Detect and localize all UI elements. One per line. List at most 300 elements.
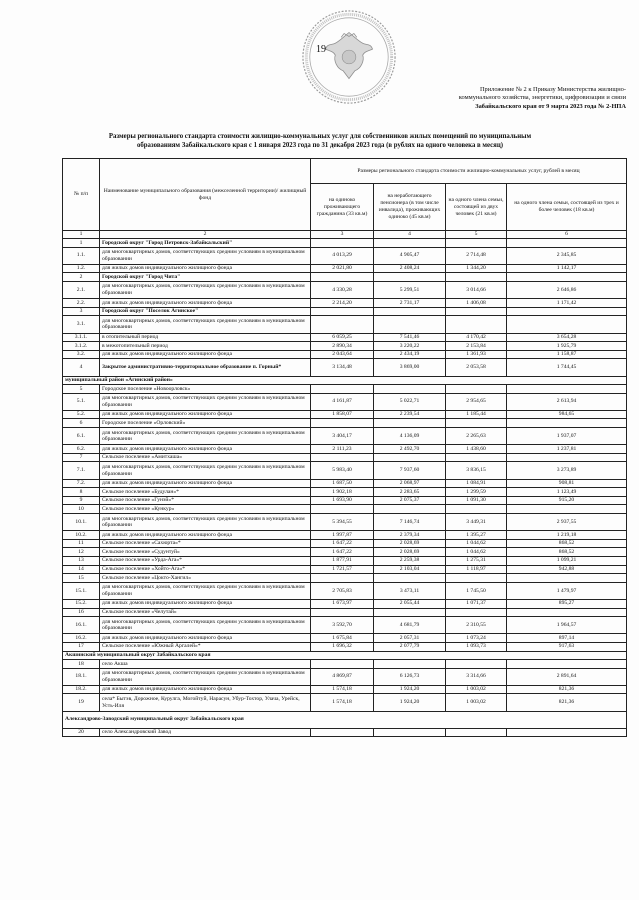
cost-value: 1 647,22: [311, 548, 374, 557]
cost-value: 4 161,87: [311, 393, 374, 410]
cost-value: 2 057,31: [374, 634, 446, 643]
standard-cost-table: [62, 158, 627, 737]
cost-value: [311, 307, 374, 316]
cost-value: 2 055,44: [374, 599, 446, 608]
table-row: [63, 728, 627, 737]
cost-value: [446, 316, 507, 333]
cost-value: 1 003,02: [446, 685, 507, 694]
table-row: [63, 281, 627, 298]
table-row: [63, 514, 627, 531]
column-number: 1: [63, 231, 100, 239]
cost-value: 1 003,02: [446, 694, 507, 711]
section-heading: Александрово-Заводский муниципальный округ Забайкальского края: [63, 711, 627, 728]
cost-value: 2 731,17: [374, 299, 446, 308]
row-number: 3.1.: [63, 316, 100, 333]
cost-value: [446, 239, 507, 248]
table-row: [63, 453, 627, 462]
cost-value: 1 902,18: [311, 488, 374, 497]
row-name: для жилых домов индивидуального жилищного фонда: [100, 599, 311, 608]
table-row: [63, 307, 627, 316]
cost-value: 2 259,38: [374, 556, 446, 565]
cost-value: [311, 608, 374, 617]
cost-value: [507, 574, 627, 583]
cost-value: 895,27: [507, 599, 627, 608]
row-number: 20: [63, 728, 100, 737]
row-number: 15.1.: [63, 582, 100, 599]
cost-value: 1 877,91: [311, 556, 374, 565]
cost-value: 1 123,49: [507, 488, 627, 497]
cost-value: 3 404,17: [311, 428, 374, 445]
row-name: для многоквартирных домов, соответствующих средним условиям в муниципальном образовании: [100, 514, 311, 531]
cost-value: 6 126,73: [374, 668, 446, 685]
cost-value: 4 136,09: [374, 428, 446, 445]
cost-value: 3 220,22: [374, 342, 446, 351]
row-number: 3: [63, 307, 100, 316]
row-number: 18.2.: [63, 685, 100, 694]
cost-value: 1 696,32: [311, 642, 374, 651]
cost-value: 1 406,08: [446, 299, 507, 308]
cost-value: 2 646,86: [507, 281, 627, 298]
cost-value: 1 647,22: [311, 539, 374, 548]
appendix-order-ref: Забайкальского края от 9 марта 2023 года № 2-НПА: [475, 102, 626, 110]
row-name: для жилых домов индивидуального жилищного фонда: [100, 264, 311, 273]
cost-value: 3 273,89: [507, 462, 627, 479]
cost-value: 1 044,62: [446, 548, 507, 557]
cost-value: 1 687,50: [311, 479, 374, 488]
row-name: Закрытое административно-территориальное образование п. Горный*: [100, 359, 311, 376]
appendix-line: коммунального хозяйства, энергетики, цифровизации и связи: [458, 94, 626, 102]
cost-value: 1 275,31: [446, 556, 507, 565]
appendix-header: [388, 86, 626, 111]
cost-value: 821,36: [507, 685, 627, 694]
row-name: Сельское поселение «Челутай»: [100, 608, 311, 617]
row-number: 15: [63, 574, 100, 583]
cost-value: 2 068,97: [374, 479, 446, 488]
cost-value: 2 379,34: [374, 531, 446, 540]
cost-value: 2 408,24: [374, 264, 446, 273]
cost-value: 1 858,07: [311, 410, 374, 419]
row-number: 1.2.: [63, 264, 100, 273]
header-col5: на одного члена семьи, состоящей из двух человек (21 кв.м): [446, 184, 507, 231]
table-row: [63, 599, 627, 608]
row-number: 11: [63, 539, 100, 548]
cost-value: 1 479,97: [507, 582, 627, 599]
cost-value: [311, 660, 374, 669]
cost-value: 984,65: [507, 410, 627, 419]
table-row: [63, 548, 627, 557]
cost-value: 1 924,20: [374, 685, 446, 694]
cost-value: [507, 385, 627, 394]
section-heading-row: [63, 711, 627, 728]
row-name: Сельское поселение «Урда-Ага»*: [100, 556, 311, 565]
cost-value: 7 937,60: [374, 462, 446, 479]
row-number: 10.2.: [63, 531, 100, 540]
column-number: 5: [446, 231, 507, 239]
cost-value: 1 044,62: [446, 539, 507, 548]
cost-value: 2 053,58: [446, 359, 507, 376]
cost-value: [507, 419, 627, 428]
table-row: [63, 531, 627, 540]
cost-value: 4 013,29: [311, 247, 374, 264]
row-name: Сельское поселение «Судунтуй»: [100, 548, 311, 557]
header-num: № п/п: [63, 159, 100, 231]
row-name: для жилых домов индивидуального жилищного фонда: [100, 445, 311, 454]
cost-value: 2 345,85: [507, 247, 627, 264]
row-name: Сельское поселение «Сахюрта»*: [100, 539, 311, 548]
row-number: 18: [63, 660, 100, 669]
table-row: [63, 316, 627, 333]
cost-value: [507, 728, 627, 737]
row-number: 3.1.2.: [63, 342, 100, 351]
title-line: образованиям Забайкальского края с 1 января 2023 года по 31 декабря 2023 года (в рублях на одного человека в месяц): [136, 142, 504, 149]
cost-value: 3 473,11: [374, 582, 446, 599]
row-name: Сельское поселение «Будулан»*: [100, 488, 311, 497]
row-number: 1.1.: [63, 247, 100, 264]
row-name: для жилых домов индивидуального жилищного фонда: [100, 531, 311, 540]
cost-value: 7 541,46: [374, 333, 446, 342]
table-row: [63, 419, 627, 428]
table-row: [63, 239, 627, 248]
cost-value: [507, 316, 627, 333]
row-number: 3.2.: [63, 350, 100, 359]
cost-value: [507, 608, 627, 617]
cost-value: [446, 574, 507, 583]
table-row: [63, 333, 627, 342]
table-row: [63, 668, 627, 685]
cost-value: [311, 419, 374, 428]
cost-value: 915,20: [507, 496, 627, 505]
row-number: 19: [63, 694, 100, 711]
cost-value: 1 745,50: [446, 582, 507, 599]
cost-value: 6 059,25: [311, 333, 374, 342]
row-name: Сельское поселение «Цокто-Хангил»: [100, 574, 311, 583]
cost-value: 2 283,65: [374, 488, 446, 497]
cost-value: 1 693,90: [311, 496, 374, 505]
cost-value: 1 438,60: [446, 445, 507, 454]
cost-value: [446, 660, 507, 669]
cost-value: 4 681,79: [374, 617, 446, 634]
row-name: для многоквартирных домов, соответствующих средним условиям в муниципальном образовании: [100, 428, 311, 445]
cost-value: 1 574,18: [311, 694, 374, 711]
row-name: Сельское поселение «Южный Аргалей»*: [100, 642, 311, 651]
cost-value: [446, 505, 507, 514]
cost-value: 1 997,87: [311, 531, 374, 540]
cost-value: 2 028,69: [374, 539, 446, 548]
row-name: Городское поселение «Новоорловск»: [100, 385, 311, 394]
cost-value: 2 890,34: [311, 342, 374, 351]
row-number: 17: [63, 642, 100, 651]
cost-value: 2 492,70: [374, 445, 446, 454]
row-name: Городской округ "Город Чита": [100, 273, 311, 282]
row-number: 7.1.: [63, 462, 100, 479]
cost-value: 2 239,54: [374, 410, 446, 419]
title-line: Размеры регионального стандарта стоимости жилищно-коммунальных услуг для собственников жилых помещений по муниципальным: [108, 133, 532, 140]
section-heading-row: [63, 651, 627, 660]
row-number: 5: [63, 385, 100, 394]
cost-value: 5 983,40: [311, 462, 374, 479]
cost-value: 1 071,37: [446, 599, 507, 608]
cost-value: 1 924,20: [374, 694, 446, 711]
cost-value: 2 075,37: [374, 496, 446, 505]
row-number: 14: [63, 565, 100, 574]
cost-value: 1 219,18: [507, 531, 627, 540]
row-number: 16: [63, 608, 100, 617]
table-row: [63, 462, 627, 479]
cost-value: 1 171,42: [507, 299, 627, 308]
header-col6: на одного члена семьи, состоящей из трех и более человек (18 кв.м): [507, 184, 627, 231]
table-row: [63, 488, 627, 497]
appendix-line: Приложение № 2 к Приказу Министерства жилищно-: [479, 86, 626, 93]
row-name: для многоквартирных домов, соответствующих средним условиям в муниципальном образовании: [100, 247, 311, 264]
cost-value: 1 158,87: [507, 350, 627, 359]
cost-value: 2 021,80: [311, 264, 374, 273]
cost-value: 3 592,70: [311, 617, 374, 634]
table-row: [63, 247, 627, 264]
cost-value: 2 103,04: [374, 565, 446, 574]
official-seal-stamp: [300, 8, 398, 106]
table-row: [63, 264, 627, 273]
cost-value: [311, 453, 374, 462]
cost-value: 2 265,63: [446, 428, 507, 445]
cost-value: [507, 660, 627, 669]
cost-value: [311, 239, 374, 248]
cost-value: [374, 660, 446, 669]
table-row: [63, 608, 627, 617]
section-heading-row: [63, 376, 627, 385]
cost-value: [374, 453, 446, 462]
table-row: [63, 694, 627, 711]
cost-value: 3 869,00: [374, 359, 446, 376]
cost-value: [446, 728, 507, 737]
page-number: 19: [316, 44, 326, 55]
column-number-row: [63, 231, 627, 239]
header-row: [63, 159, 627, 184]
row-name: для многоквартирных домов, соответствующих средним условиям в муниципальном образовании: [100, 393, 311, 410]
cost-value: 1 185,44: [446, 410, 507, 419]
row-number: 9: [63, 496, 100, 505]
cost-value: [374, 307, 446, 316]
cost-value: 1 574,18: [311, 685, 374, 694]
cost-value: 2 434,19: [374, 350, 446, 359]
table-row: [63, 565, 627, 574]
cost-value: 5 394,55: [311, 514, 374, 531]
cost-value: 5 022,71: [374, 393, 446, 410]
cost-value: 1 299,59: [446, 488, 507, 497]
row-name: для многоквартирных домов, соответствующих средним условиям в муниципальном образовании: [100, 582, 311, 599]
cost-value: [446, 273, 507, 282]
row-number: 2.2.: [63, 299, 100, 308]
cost-value: 1 395,27: [446, 531, 507, 540]
cost-value: 3 836,15: [446, 462, 507, 479]
document-title: [60, 132, 580, 150]
row-number: 12: [63, 548, 100, 557]
cost-value: 2 714,48: [446, 247, 507, 264]
row-number: 5.1.: [63, 393, 100, 410]
cost-value: 4 869,87: [311, 668, 374, 685]
cost-value: 3 314,66: [446, 668, 507, 685]
row-number: 8: [63, 488, 100, 497]
cost-value: 2 891,64: [507, 668, 627, 685]
row-number: 10.1.: [63, 514, 100, 531]
row-name: Сельское поселение «Хойто-Ага»*: [100, 565, 311, 574]
table-row: [63, 634, 627, 643]
cost-value: 2 043,64: [311, 350, 374, 359]
row-number: 6.2.: [63, 445, 100, 454]
row-name: для жилых домов индивидуального жилищного фонда: [100, 299, 311, 308]
table-row: [63, 617, 627, 634]
cost-value: 1 964,57: [507, 617, 627, 634]
section-heading: муниципальный район «Агинский район»: [63, 376, 627, 385]
cost-value: 2 077,79: [374, 642, 446, 651]
table-row: [63, 582, 627, 599]
cost-value: [311, 385, 374, 394]
cost-value: 1 093,73: [446, 642, 507, 651]
cost-value: [311, 505, 374, 514]
cost-value: [446, 453, 507, 462]
cost-value: 1 237,81: [507, 445, 627, 454]
cost-value: 1 721,57: [311, 565, 374, 574]
cost-value: 1 925,79: [507, 342, 627, 351]
cost-value: 2 937,55: [507, 514, 627, 531]
cost-value: [374, 385, 446, 394]
cost-value: [311, 273, 374, 282]
column-number: 6: [507, 231, 627, 239]
row-name: Городское поселение «Орловский»: [100, 419, 311, 428]
cost-value: [374, 574, 446, 583]
row-name: в отопительный период: [100, 333, 311, 342]
cost-value: [374, 419, 446, 428]
cost-value: 1 084,91: [446, 479, 507, 488]
row-name: для многоквартирных домов, соответствующих средним условиям в муниципальном образовании: [100, 281, 311, 298]
row-name: села* Бытэв, Дорожное, Курулга, Могойтуй, Нарасун, Убур-Тохтор, Улача, Урейск, Усть-Иля: [100, 694, 311, 711]
table-row: [63, 273, 627, 282]
row-number: 2.1.: [63, 281, 100, 298]
row-number: 6.1.: [63, 428, 100, 445]
cost-value: [507, 273, 627, 282]
row-number: 4: [63, 359, 100, 376]
cost-value: 1 361,93: [446, 350, 507, 359]
row-number: 1: [63, 239, 100, 248]
row-number: 10: [63, 505, 100, 514]
cost-value: 2 954,65: [446, 393, 507, 410]
table-body: [63, 239, 627, 737]
cost-value: [374, 239, 446, 248]
table-row: [63, 660, 627, 669]
row-name: Сельское поселение «Гунэй»*: [100, 496, 311, 505]
row-name: для многоквартирных домов, соответствующих средним условиям в муниципальном образовании: [100, 617, 311, 634]
row-name: Сельское поселение «Кункур»: [100, 505, 311, 514]
column-number: 3: [311, 231, 374, 239]
row-name: Сельское поселение «Амитхаша»: [100, 453, 311, 462]
table-row: [63, 496, 627, 505]
row-number: 15.2.: [63, 599, 100, 608]
cost-value: 3 654,28: [507, 333, 627, 342]
header-group: Размеры регионального стандарта стоимости жилищно-коммунальных услуг, рублей в месяц: [311, 159, 627, 184]
table-row: [63, 574, 627, 583]
cost-value: 908,81: [507, 479, 627, 488]
row-number: 16.2.: [63, 634, 100, 643]
cost-value: 1 099,21: [507, 556, 627, 565]
cost-value: 1 073,24: [446, 634, 507, 643]
table-row: [63, 410, 627, 419]
row-number: 7.2.: [63, 479, 100, 488]
table-row: [63, 539, 627, 548]
row-name: для многоквартирных домов, соответствующих средним условиям в муниципальном образовании: [100, 668, 311, 685]
cost-value: [446, 385, 507, 394]
table-row: [63, 445, 627, 454]
cost-value: 1 142,17: [507, 264, 627, 273]
row-name: для жилых домов индивидуального жилищного фонда: [100, 634, 311, 643]
cost-value: 868,52: [507, 539, 627, 548]
table-row: [63, 342, 627, 351]
header-col4: на неработающего пенсионера (в том числе инвалида), проживающих одиноко (45 кв.м): [374, 184, 446, 231]
cost-value: 4 330,28: [311, 281, 374, 298]
cost-value: [507, 453, 627, 462]
cost-value: 2 111,23: [311, 445, 374, 454]
cost-value: [507, 239, 627, 248]
cost-value: 2 028,69: [374, 548, 446, 557]
cost-value: 3 014,66: [446, 281, 507, 298]
cost-value: 1 344,20: [446, 264, 507, 273]
cost-value: [446, 608, 507, 617]
cost-value: 1 937,07: [507, 428, 627, 445]
cost-value: 1 744,45: [507, 359, 627, 376]
table-row: [63, 685, 627, 694]
cost-value: 1 675,84: [311, 634, 374, 643]
column-number: 4: [374, 231, 446, 239]
table-row: [63, 299, 627, 308]
cost-value: [374, 608, 446, 617]
cost-value: [374, 505, 446, 514]
cost-value: 2 705,83: [311, 582, 374, 599]
cost-value: [374, 728, 446, 737]
row-name: для жилых домов индивидуального жилищного фонда: [100, 350, 311, 359]
cost-value: 7 146,74: [374, 514, 446, 531]
cost-value: 868,52: [507, 548, 627, 557]
row-name: Городской округ "Поселок Агинское": [100, 307, 311, 316]
row-name: село Александровский Завод: [100, 728, 311, 737]
row-number: 16.1.: [63, 617, 100, 634]
cost-value: 2 153,84: [446, 342, 507, 351]
cost-value: 1 673,97: [311, 599, 374, 608]
cost-value: [311, 728, 374, 737]
row-name: село Акша: [100, 660, 311, 669]
table-row: [63, 642, 627, 651]
cost-value: 917,63: [507, 642, 627, 651]
table-row: [63, 393, 627, 410]
header-col3: на одиноко проживающего гражданина (33 кв.м): [311, 184, 374, 231]
row-name: Городской округ "Город Петровск-Забайкальский": [100, 239, 311, 248]
cost-value: 821,36: [507, 694, 627, 711]
row-name: для жилых домов индивидуального жилищного фонда: [100, 410, 311, 419]
row-name: в межотопительный период: [100, 342, 311, 351]
row-number: 5.2.: [63, 410, 100, 419]
row-number: 7: [63, 453, 100, 462]
row-name: для жилых домов индивидуального жилищного фонда: [100, 479, 311, 488]
header-name: Наименование муниципального образования (межселенной территории)/ жилищный фонд: [100, 159, 311, 231]
table-row: [63, 428, 627, 445]
cost-value: [311, 316, 374, 333]
cost-value: 1 091,30: [446, 496, 507, 505]
cost-value: 4 905,47: [374, 247, 446, 264]
cost-value: 897,14: [507, 634, 627, 643]
cost-value: [446, 419, 507, 428]
cost-value: [446, 307, 507, 316]
table-row: [63, 479, 627, 488]
cost-value: 3 449,31: [446, 514, 507, 531]
cost-value: [374, 316, 446, 333]
table-row: [63, 505, 627, 514]
